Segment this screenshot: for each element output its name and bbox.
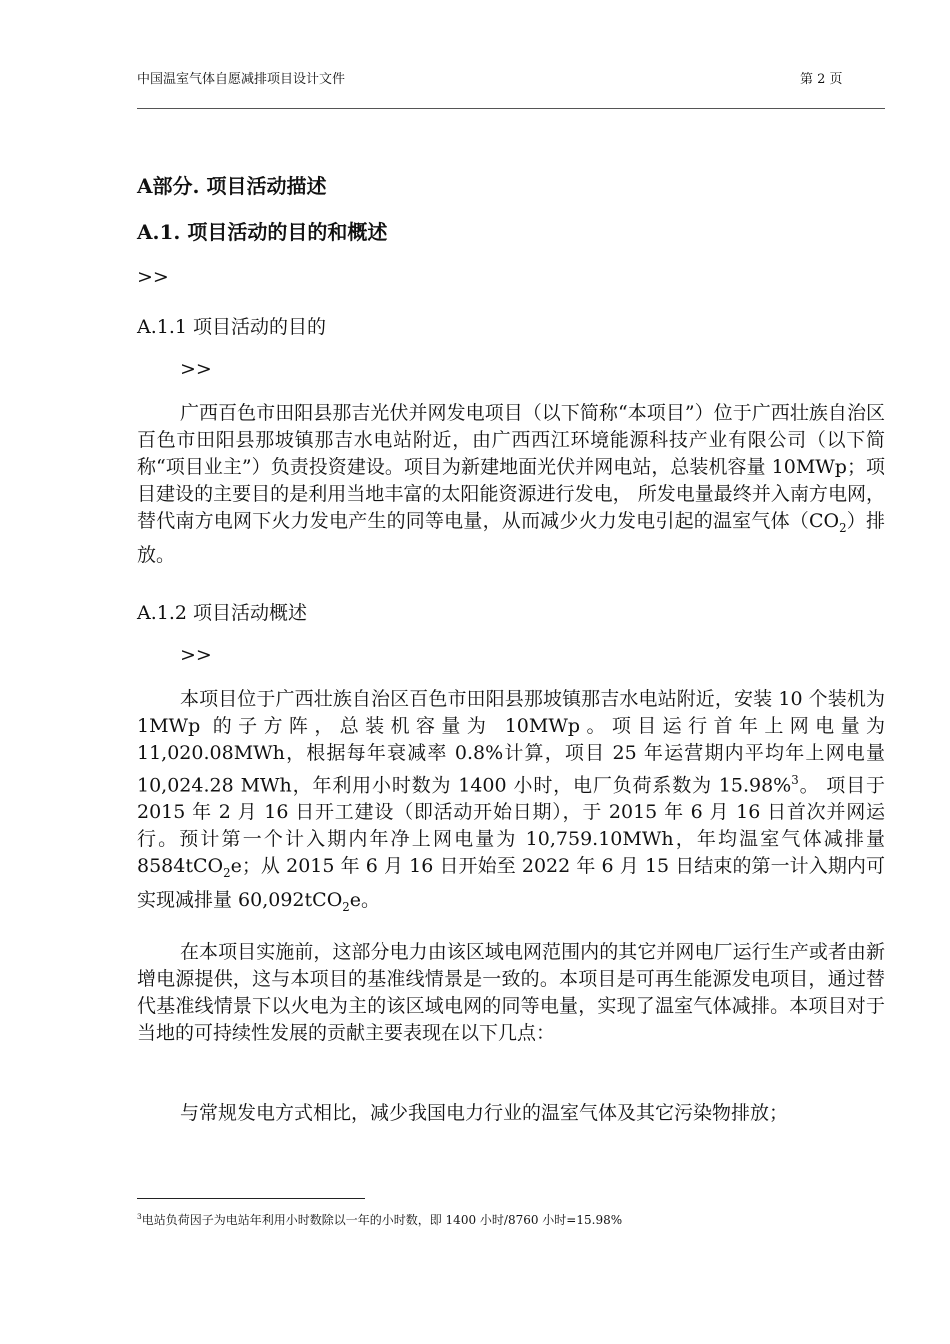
overview-heading: A.1.2 项目活动概述	[137, 602, 308, 624]
overview-marker: >>	[180, 644, 212, 666]
contribution-item: 与常规发电方式相比，减少我国电力行业的温室气体及其它污染物排放；	[180, 1102, 789, 1124]
footnote: $^3$电站负荷因子为电站年利用小时数除以一年的小时数，即 1400 小时/8760 小时=15.98%	[137, 1212, 623, 1227]
header-divider	[137, 108, 885, 109]
subsection-marker: >>	[137, 266, 169, 288]
overview-paragraph-1: 本项目位于广西壮族自治区百色市田阳县那坡镇那吉水电站附近，安装 10 个装机为 1MWp 的子方阵，总装机容量为 10MWp。项目运行首年上网电量为 11,020.08MWh，根据每年衰减率 0.8%计算，项目 25 年运营期内平均年上网电量 10,024.28 MWh，年利用小时数为 1400 小时，电厂负荷系数为 15.98%$^3$。 项目于 2015 年 2 月 16 日开工建设（即活动开始日期），于 2015 年 6 月 16 日首次并网运行。预计第一个计入期内年净上网电量为 10,759.10MWh，年均温室气体减排量 8584tCO$_2$e；从 2015 年 6 月 16 日开始至 2022 年 6 月 15 日结束的第一计入期内可实现减排量 60,092tCO$_2$e。	[137, 688, 885, 914]
subsection-title: A.1. 项目活动的目的和概述	[137, 220, 388, 244]
page-number: 第 2 页	[800, 72, 843, 87]
purpose-marker: >>	[180, 358, 212, 380]
section-title: A部分. 项目活动描述	[137, 174, 327, 198]
overview-paragraph-2: 在本项目实施前，这部分电力由该区域电网范围内的其它并网电厂运行生产或者由新增电源提供，这与本项目的基准线情景是一致的。本项目是可再生能源发电项目，通过替代基准线情景下以火电为主的该区域电网的同等电量，实现了温室气体减排。本项目对于当地的可持续性发展的贡献主要表现在以下几点：	[137, 941, 885, 1044]
purpose-heading: A.1.1 项目活动的目的	[137, 316, 327, 338]
document-header-title: 中国温室气体自愿减排项目设计文件	[137, 72, 346, 87]
footnote-divider	[137, 1198, 365, 1199]
purpose-paragraph: 广西百色市田阳县那吉光伏并网发电项目（以下简称“本项目”）位于广西壮族自治区百色市田阳县那坡镇那吉水电站附近，由广西西江环境能源科技产业有限公司（以下简称“项目业主”）负责投资建设。项目为新建地面光伏并网电站，总装机容量 10MWp；项目建设的主要目的是利用当地丰富的太阳能资源进行发电， 所发电量最终并入南方电网，替代南方电网下火力发电产生的同等电量，从而减少火力发电引起的温室气体$(CO_2)$排放。	[137, 402, 885, 566]
